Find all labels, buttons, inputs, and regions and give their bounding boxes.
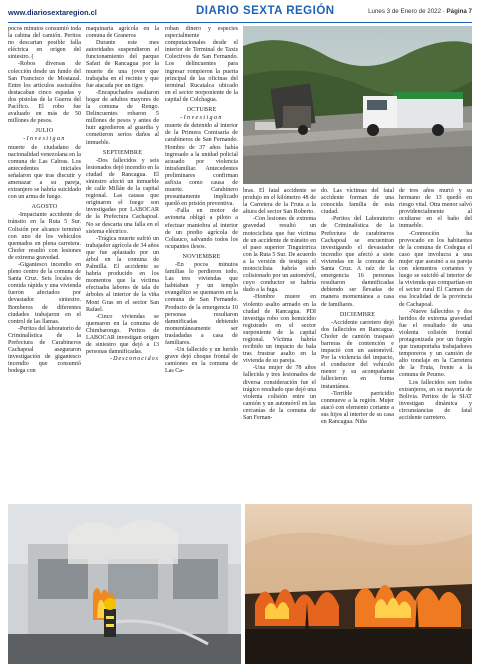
paragraph: muerte de ciudadano de nacionalidad venezolana en la comuna de Las Cabras. Los antecedentes iniciales señalaron que tras discutir y amenazar a su pareja, extranjero se habría suicidado con un arma de fuego. <box>8 144 81 201</box>
article-column-6 <box>399 188 472 422</box>
paragraph: muerte de detenido al interior de la Primera Comisaría de carabineros de San Fernando. Hombre de 37 años había ingresado a la unidad policial acusado por violencia intrafamiliar. Antecedentes preliminares confirman asfixia como causa de muerte. Carabinero presuntamente implicado quedó en prisión preventiva. <box>165 123 238 208</box>
paragraph: -Una mujer de 78 años fallecida y tres lesionados de diversa consideración fue el trágico resultado que dejó una violenta colisión entre un camión y un automóvil en las cercanías de la comuna de San Fernan- <box>243 365 316 421</box>
paragraph: -Peritos del laboratorio de Criminalística de la Prefectura de Carabineros Cachapoal aseguraron investigación de gigantesco incendio que consumió bodega con <box>8 325 81 375</box>
issue-date: Lunes 3 de Enero de 2022 <box>368 8 442 15</box>
paragraph: Los fallecidos son todos extranjeros, en su mayoría de Bolivia. Peritos de la SIAT investigan dinámica y circunstancias de fatal accidente carretero. <box>399 379 472 421</box>
article-column-3 <box>165 26 238 376</box>
paragraph: -Terrible parricidio conmueve a la región. Mujer atacó con elemento cortante a sus hijos al interior de su casa en Rancagua. Niña <box>321 390 394 425</box>
lead-word: -Investigan <box>180 115 223 122</box>
paragraph: -Cinco viviendas se quemaron en la comuna de Chimbarongo. Peritos de LABOCAR investigan origen de siniestro que dejó a 13 personas damnificadas. <box>86 313 159 356</box>
paragraph: -Trágica muerte sufrió un trabajador agrícola de 34 años que fue aplastado por un árbol en la comuna de Palmilla. El accidente se habría producido en los momentos que la víctima efectuaba labores de tala de árboles al interior de la viña Mont Gras en el sector San Rafael. <box>86 235 159 313</box>
paragraph: -Peritos del Laboratorio de Criminalística de la Prefectura de carabineros Cachapoal se encuentran investigando el devastador incendio que afectó a siete viviendas en la comuna de Santa Cruz. A raíz de la emergencia 16 personas resultaron damnificadas debiendo ser llevadas de manera momentánea a casa de familiares. <box>321 216 394 308</box>
section-heading-diciembre: DICIEMBRE <box>339 311 376 318</box>
lead-word: -Desconocidos <box>110 356 159 363</box>
paragraph: Durante este mes autoridades suspendieron el funcionamiento del parque Safari de Rancagua por la muerte de una joven que trabajaba en el recinto y que fue atacada por un tigre. <box>86 40 159 89</box>
lead-word: -Investigan <box>23 136 66 143</box>
header-rule <box>8 22 472 23</box>
paragraph: -Gigantesco incendio en pleno centro de la comuna de Santa Cruz. Seis locales de comida rápida y una vivienda fueron afectados por devastador siniestro. Bomberos de diferentes ciudades trabajaron en el control de las llamas. <box>8 262 81 325</box>
firefighter-illustration <box>8 504 241 664</box>
section-heading-septiembre: SEPTIEMBRE <box>102 149 143 156</box>
paragraph: -Dos fallecidos y seis lesionados dejó incendio en la ciudad de Rancagua. El siniestro afectó un inmueble de calle Millán de la capital regional. Las causas que originaron el fuego son investigadas por LABOCAR de la Prefectura Cachapoal. No se descarta una falla en el sistema eléctrico. <box>86 157 159 235</box>
photo-truck-accident <box>243 26 472 184</box>
paragraph: -Hombre muere en violento asalto armado en la ciudad de Rancagua. PDI investiga robo con homicidio registrado en el sector surponiente de la capital regional. Víctima habría recibido un impacto de bala tras frustrar asalto en la vivienda de su pareja. <box>243 294 316 365</box>
section-heading-julio: JULIO <box>35 128 54 135</box>
article-column-5 <box>321 188 394 426</box>
date-page-info: Lunes 3 de Enero de 2022 · Página 7 <box>368 8 472 15</box>
truck-accident-illustration <box>243 26 472 184</box>
paragraph: -Robos diversas de colección desde un fundo del San Francisco de Mostazal. Entre los artículos sustraídos destacaban cinco espadas y dos pistolas de la Guerra del Pacífico. El robo fue avaluado en más de 50 millones de pesos. <box>8 61 81 125</box>
paragraph: roban dinero y especies especialmente computacionales desde el interior de Terminal de Taxis Colectivos de San Fernando. Los delincuentes para ingresar rompieron la puerta principal de las oficinas del terminal Rucatalca ubicado en el sector norponiente de la capital de Colchagua. <box>165 26 238 103</box>
paragraph: -Un fallecido y un herido grave dejó choque frontal de camiones en la comuna de Las Ca- <box>165 347 238 375</box>
paragraph: -Falla en motor de avioneta obligó a piloto a efectuar maniobra al interior de un predio agrícola de Coltauco, salvando todos los ocupantes ilesos. <box>165 208 238 250</box>
paragraph: -Con lesiones de extrema gravedad resultó un motociclista que fue víctima de un accidente de tránsito en el paso superior Tinguiririca con la Ruta 5 Sur. De acuerdo a la versión de testigos el motociclista habría sido colisionado por un automóvil, cuyo conductor se habría dado a la fuga. <box>243 216 316 294</box>
article-column-1 <box>8 26 81 376</box>
paragraph: -En pocos minutos familias lo perdieron todo. Las tres viviendas que habitaban y un templo evangélico se quemaron en la comuna de San Fernando. Producto de la emergencia 10 personas resultaron damnificadas debiendo momentáneamente ser trasladadas a casa de familiares. <box>165 262 238 347</box>
section-heading-noviembre: NOVIEMBRE <box>182 253 221 260</box>
wildfire-illustration <box>245 504 472 664</box>
paragraph: do. Las víctimas del fatal accidente forman de una conocida familia de esta ciudad. <box>321 188 394 216</box>
photo-firefighter <box>8 504 241 664</box>
paragraph: bras. El fatal accidente se produjo en el kilómetro 48 de la Carretera de la Fruta a la altura del sector San Roberto. <box>243 188 316 216</box>
website-url[interactable]: www.diariosextaregion.cl <box>8 8 97 17</box>
newspaper-name: DIARIO SEXTA REGIÓN <box>196 5 335 17</box>
paragraph: pocos minutos consumió toda la cabina del camión. Peritos no descartan posible falla eléctrica en origen del siniestro. ( <box>8 26 81 61</box>
paragraph: -Impactante accidente de tránsito en la Ruta 5 Sur. Colisión por alcance terminó con uno de los vehículos quemados en plena carretera. Chofer resultó con lesiones de extrema gravedad. <box>8 212 81 261</box>
article-column-2 <box>86 26 159 363</box>
page-header <box>8 4 472 24</box>
article-column-4 <box>243 188 316 422</box>
paragraph: de tres años murió y su hermano de 13 quedó en riesgo vital. Otra menor salvó providencialmente al ocultarse en el baño del inmueble. <box>399 188 472 230</box>
photo-wildfire <box>245 504 472 664</box>
paragraph: -Conmoción ha provocado en los habitantes de la comuna de Codegua el caso que involucra a una mujer que asesinó a su pareja con elementos cortantes y luego se suicidó al interior de la vivienda que compartían en el sector rural El Carmen de esa localidad de la provincia de Cachapoal. <box>399 230 472 308</box>
section-heading-agosto: AGOSTO <box>31 204 58 211</box>
paragraph: -Nueve fallecidos y dos heridos de extrema gravedad fue el resultado de una violenta colisión frontal protagonizada por un furgón que transportaba trabajadores temporeros y un camión de alto tonelaje en la Carretera de la Fruta, frente a la comuna de Peumo. <box>399 308 472 379</box>
section-heading-octubre: OCTUBRE <box>186 107 217 114</box>
paragraph: maquinaria agrícola en la comuna de Graneros <box>86 26 159 40</box>
page-number: Página 7 <box>446 8 472 15</box>
paragraph: -Accidente carretero dejó dos fallecidos en Rancagua. Chofer de camión traspasó barreras de contención e impactó con un automóvil. Por la violencia del impacto, el conductor del vehículo menor y su acompañante fallecieron en forma instantánea. <box>321 319 394 390</box>
paragraph: -Encapuchados asaltaron hogar de adultos mayores de la comuna de Rengo. Delincuentes robaron 5 millones de pesos y antes de huir agredieron al guardia y cometieron serios daños al inmueble. <box>86 89 159 146</box>
